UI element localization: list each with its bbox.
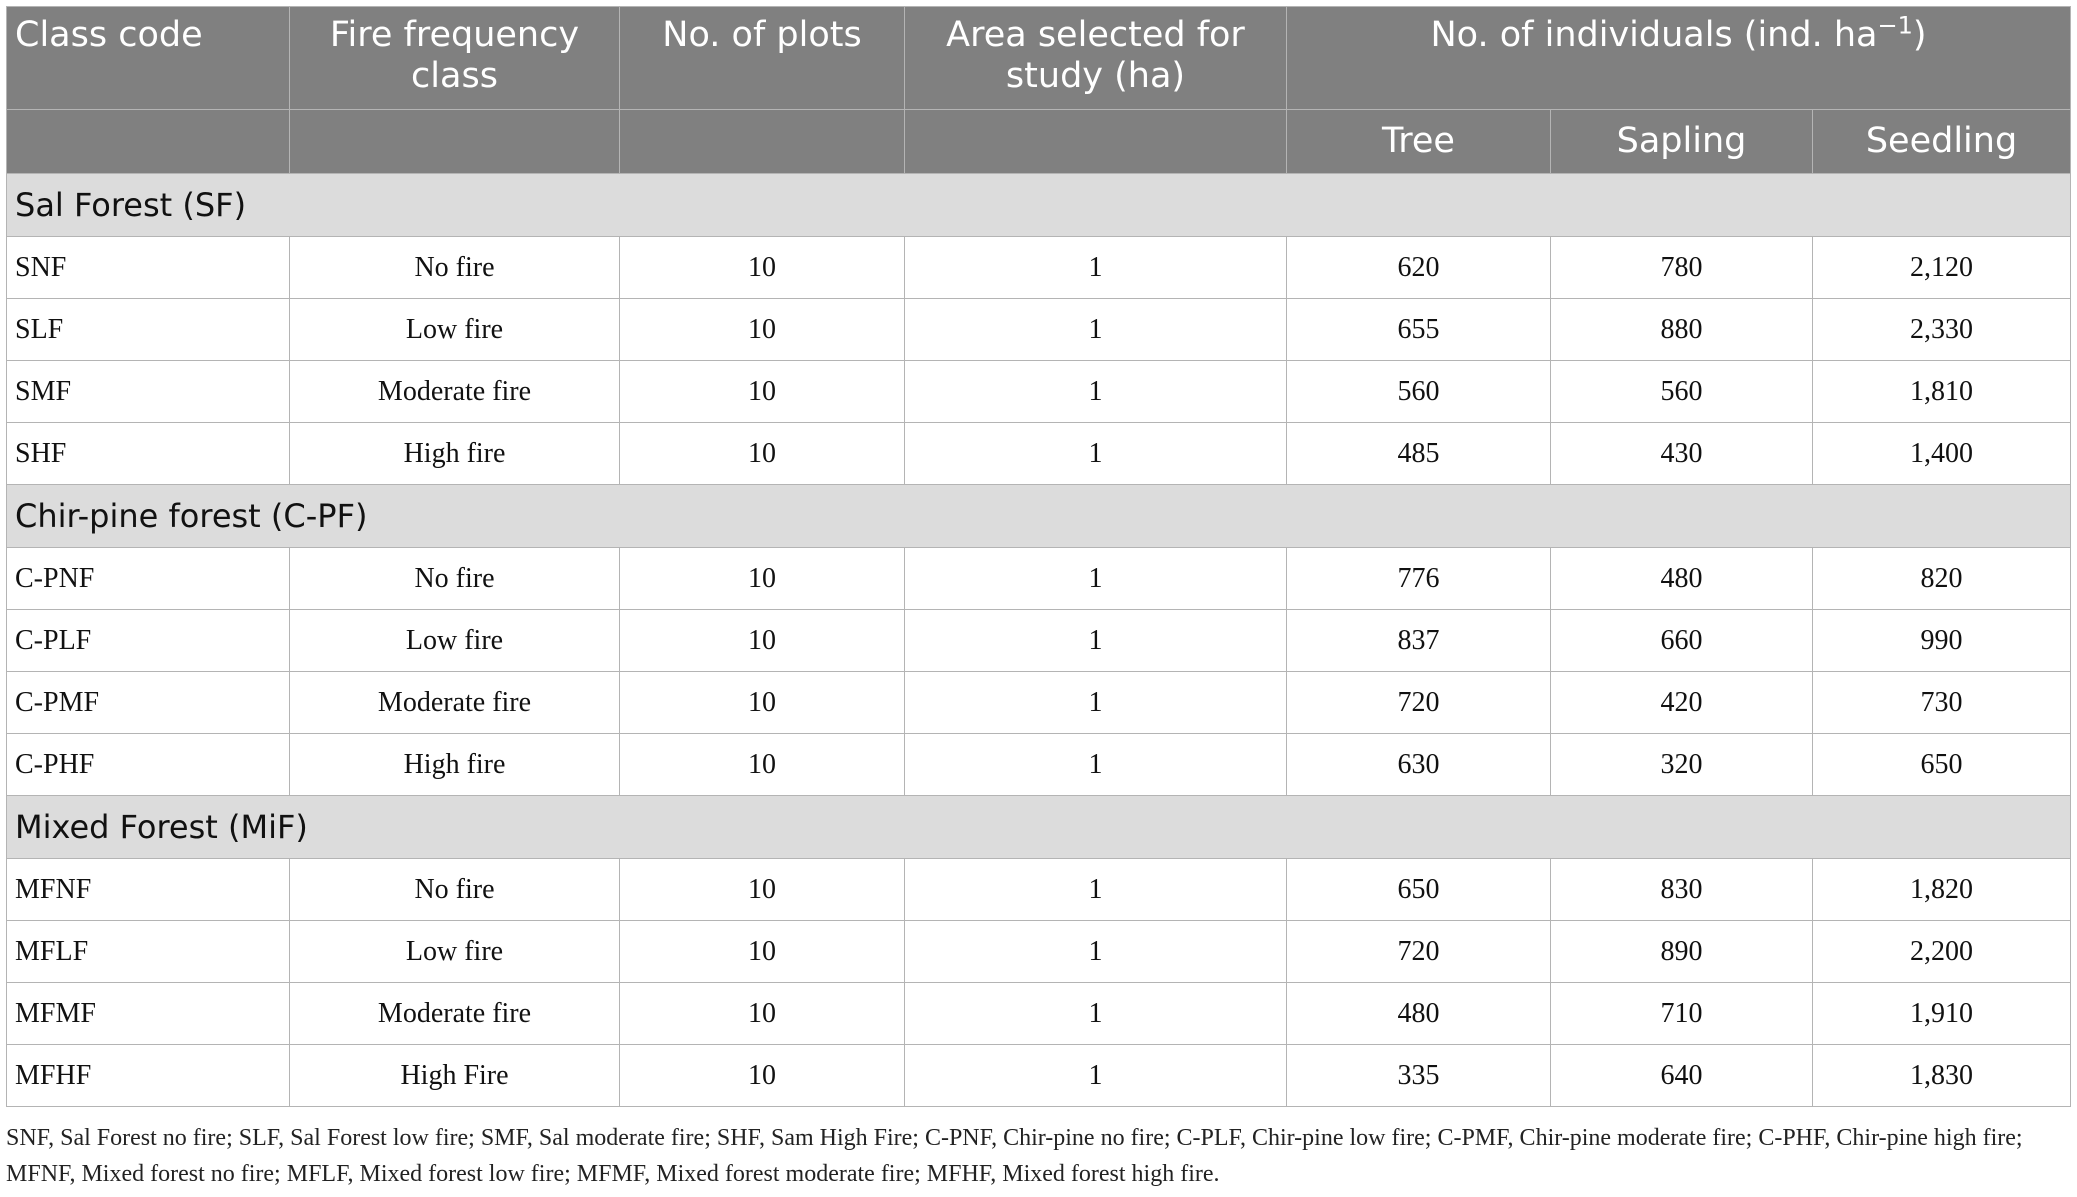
cell-code: C-PHF (7, 734, 290, 796)
cell-code: SLF (7, 299, 290, 361)
cell-area: 1 (905, 299, 1287, 361)
cell-sapling: 710 (1551, 983, 1813, 1045)
cell-area: 1 (905, 734, 1287, 796)
table-row (7, 237, 2071, 299)
cell-seedling: 1,820 (1813, 859, 2071, 921)
header-fire-frequency: Fire frequency class (290, 7, 620, 110)
cell-sapling: 420 (1551, 672, 1813, 734)
header-individuals-text: No. of individuals (ind. ha (1430, 15, 1878, 55)
cell-plots: 10 (620, 299, 905, 361)
table-row (7, 1045, 2071, 1107)
table-header (7, 7, 2071, 174)
cell-plots: 10 (620, 548, 905, 610)
cell-tree: 560 (1287, 361, 1551, 423)
cell-area: 1 (905, 1045, 1287, 1107)
table-footnote: SNF, Sal Forest no fire; SLF, Sal Forest low fire; SMF, Sal moderate fire; SHF, Sam High Fire; C-PNF, Chir-pine no fire; C-PLF, Chir-pine low fire; C-PMF, Chir-pine moderate fire; C-PHF, Chir-pine high fire; MFNF, Mixed forest no fire; MFLF, Mixed forest low fire; MFMF, Mixed forest moderate fire; MFHF, Mixed forest high fire. (6, 1125, 2023, 1187)
header-sapling: Sapling (1551, 110, 1813, 174)
table-row (7, 734, 2071, 796)
cell-fire: High fire (290, 423, 620, 485)
table-row (7, 361, 2071, 423)
cell-sapling: 780 (1551, 237, 1813, 299)
header-empty (620, 110, 905, 174)
cell-tree: 630 (1287, 734, 1551, 796)
header-individuals-close: ) (1912, 15, 1927, 55)
cell-tree: 655 (1287, 299, 1551, 361)
cell-seedling: 730 (1813, 672, 2071, 734)
cell-fire: High fire (290, 734, 620, 796)
section-row (7, 174, 2071, 237)
cell-code: MFHF (7, 1045, 290, 1107)
header-empty (7, 110, 290, 174)
cell-fire: Low fire (290, 610, 620, 672)
cell-fire: No fire (290, 548, 620, 610)
cell-sapling: 320 (1551, 734, 1813, 796)
section-row (7, 485, 2071, 548)
cell-plots: 10 (620, 237, 905, 299)
cell-code: MFNF (7, 859, 290, 921)
cell-tree: 776 (1287, 548, 1551, 610)
cell-area: 1 (905, 610, 1287, 672)
cell-tree: 620 (1287, 237, 1551, 299)
cell-sapling: 640 (1551, 1045, 1813, 1107)
cell-tree: 480 (1287, 983, 1551, 1045)
cell-sapling: 890 (1551, 921, 1813, 983)
header-individuals-sup: −1 (1877, 11, 1913, 40)
cell-tree: 650 (1287, 859, 1551, 921)
cell-area: 1 (905, 423, 1287, 485)
cell-seedling: 2,200 (1813, 921, 2071, 983)
data-table (6, 6, 2071, 1107)
cell-code: SNF (7, 237, 290, 299)
section-title: Sal Forest (SF) (7, 174, 2071, 237)
cell-fire: Moderate fire (290, 983, 620, 1045)
cell-plots: 10 (620, 610, 905, 672)
cell-plots: 10 (620, 734, 905, 796)
cell-fire: Moderate fire (290, 361, 620, 423)
table-row (7, 423, 2071, 485)
cell-area: 1 (905, 237, 1287, 299)
cell-plots: 10 (620, 921, 905, 983)
cell-tree: 485 (1287, 423, 1551, 485)
cell-area: 1 (905, 672, 1287, 734)
header-individuals (1287, 7, 2071, 110)
cell-plots: 10 (620, 983, 905, 1045)
table-row (7, 983, 2071, 1045)
cell-plots: 10 (620, 672, 905, 734)
header-area: Area selected for study (ha) (905, 7, 1287, 110)
cell-sapling: 430 (1551, 423, 1813, 485)
cell-area: 1 (905, 921, 1287, 983)
cell-seedling: 820 (1813, 548, 2071, 610)
cell-area: 1 (905, 859, 1287, 921)
cell-sapling: 830 (1551, 859, 1813, 921)
cell-tree: 720 (1287, 672, 1551, 734)
cell-plots: 10 (620, 859, 905, 921)
cell-code: C-PLF (7, 610, 290, 672)
cell-plots: 10 (620, 361, 905, 423)
cell-code: SMF (7, 361, 290, 423)
cell-seedling: 2,330 (1813, 299, 2071, 361)
section-row (7, 796, 2071, 859)
cell-seedling: 1,830 (1813, 1045, 2071, 1107)
cell-sapling: 660 (1551, 610, 1813, 672)
cell-tree: 837 (1287, 610, 1551, 672)
header-empty (290, 110, 620, 174)
cell-fire: Low fire (290, 299, 620, 361)
cell-seedling: 2,120 (1813, 237, 2071, 299)
cell-fire: Low fire (290, 921, 620, 983)
cell-code: MFLF (7, 921, 290, 983)
header-class-code: Class code (7, 7, 290, 110)
cell-sapling: 880 (1551, 299, 1813, 361)
table-row (7, 921, 2071, 983)
cell-tree: 335 (1287, 1045, 1551, 1107)
section-title: Chir-pine forest (C-PF) (7, 485, 2071, 548)
cell-seedling: 990 (1813, 610, 2071, 672)
cell-sapling: 560 (1551, 361, 1813, 423)
cell-fire: High Fire (290, 1045, 620, 1107)
cell-code: C-PMF (7, 672, 290, 734)
table-row (7, 672, 2071, 734)
cell-tree: 720 (1287, 921, 1551, 983)
cell-sapling: 480 (1551, 548, 1813, 610)
cell-plots: 10 (620, 1045, 905, 1107)
cell-fire: No fire (290, 859, 620, 921)
table-row (7, 548, 2071, 610)
cell-seedling: 1,810 (1813, 361, 2071, 423)
cell-area: 1 (905, 548, 1287, 610)
table-row (7, 859, 2071, 921)
table-row (7, 299, 2071, 361)
cell-seedling: 650 (1813, 734, 2071, 796)
section-title: Mixed Forest (MiF) (7, 796, 2071, 859)
cell-plots: 10 (620, 423, 905, 485)
cell-seedling: 1,910 (1813, 983, 2071, 1045)
cell-code: MFMF (7, 983, 290, 1045)
header-empty (905, 110, 1287, 174)
table-row (7, 610, 2071, 672)
header-seedling: Seedling (1813, 110, 2071, 174)
cell-code: SHF (7, 423, 290, 485)
cell-code: C-PNF (7, 548, 290, 610)
cell-area: 1 (905, 983, 1287, 1045)
table-body (7, 174, 2071, 1107)
header-plots: No. of plots (620, 7, 905, 110)
cell-fire: Moderate fire (290, 672, 620, 734)
cell-area: 1 (905, 361, 1287, 423)
header-tree: Tree (1287, 110, 1551, 174)
cell-fire: No fire (290, 237, 620, 299)
cell-seedling: 1,400 (1813, 423, 2071, 485)
